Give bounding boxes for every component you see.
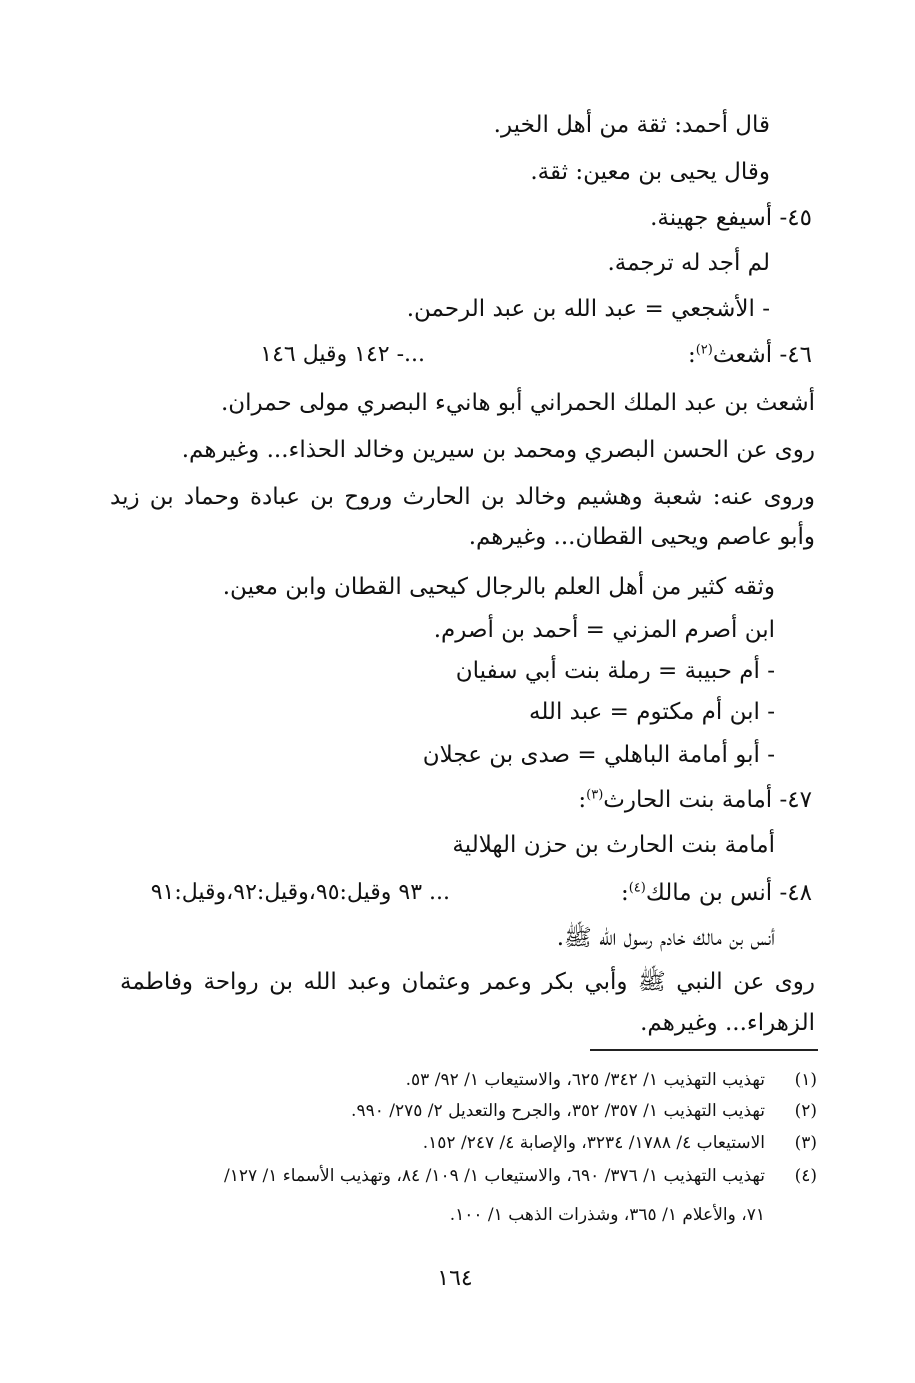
footnote-number: (١) — [794, 1070, 817, 1090]
cross-reference: - أم حبيبة = رملة بنت أبي سفيان — [455, 658, 775, 684]
entry-dates: ... ٩٣ وقيل:٩٥،وقيل:٩٢،وقيل:٩١ — [150, 880, 450, 905]
footnote-text: تهذيب التهذيب ١/ ٣٧٦/ ٦٩٠، والاستيعاب ١/ ١٠٩/ ٨٤، وتهذيب الأسماء ١/ ١٢٧/ — [223, 1166, 765, 1186]
cross-reference: ابن أصرم المزني = أحمد بن أصرم. — [433, 617, 775, 643]
entry-dates: ...- ١٤٢ وقيل ١٤٦ — [260, 342, 425, 367]
text-line: روى عن النبي ﷺ وأبي بكر وعمر وعثمان وعبد الله بن رواحة وفاطمة — [120, 969, 815, 995]
text-line: الزهراء... وغيرهم. — [640, 1010, 815, 1036]
footnote-number: (٤) — [794, 1166, 817, 1186]
entry-heading-47 — [578, 785, 812, 815]
text-line: لم أجد له ترجمة. — [607, 250, 770, 276]
entry-title: ٤٦- أشعث — [712, 342, 812, 368]
entry-heading-45: ٤٥- أسيفع جهينة. — [650, 205, 812, 231]
text-line: وأبو عاصم ويحيى القطان... وغيرهم. — [468, 524, 815, 550]
footnote-ref: (٣) — [586, 787, 604, 803]
footnote-continuation: ٧١، والأعلام ١/ ٣٦٥، وشذرات الذهب ١/ ١٠٠. — [449, 1205, 765, 1225]
text-line: روى عن الحسن البصري ومحمد بن سيرين وخالد الحذاء... وغيرهم. — [181, 437, 815, 463]
text-line: قال أحمد: ثقة من أهل الخير. — [493, 112, 770, 138]
entry-heading-48 — [621, 878, 812, 908]
cross-reference: - الأشجعي = عبد الله بن عبد الرحمن. — [406, 296, 770, 322]
footnote-text: تهذيب التهذيب ١/ ٣٥٧/ ٣٥٢، والجرح والتعديل ٢/ ٢٧٥/ ٩٩٠. — [351, 1101, 765, 1121]
footnote-ref: (٤) — [628, 880, 646, 896]
cross-reference: - ابن أم مكتوم = عبد الله — [528, 699, 775, 725]
text-line: أنس بن مالك خادم رسول الله ﷺ. — [556, 925, 775, 951]
text-line: وثقه كثير من أهل العلم بالرجال كيحيى القطان وابن معين. — [222, 574, 775, 600]
page-number: ١٦٤ — [437, 1266, 473, 1291]
footnote-text: تهذيب التهذيب ١/ ٣٤٢/ ٦٢٥، والاستيعاب ١/ ٩٢/ ٥٣. — [405, 1070, 765, 1090]
footnote-number: (٣) — [794, 1133, 817, 1153]
entry-heading-46 — [688, 340, 812, 370]
cross-reference: - أبو أمامة الباهلي = صدى بن عجلان — [422, 742, 775, 768]
text-line: وقال يحيى بن معين: ثقة. — [530, 159, 770, 185]
entry-title: ٤٧- أمامة بنت الحارث — [603, 787, 812, 813]
footnote-separator — [590, 1049, 818, 1051]
entry-title: ٤٨- أنس بن مالك — [645, 880, 812, 906]
text-line: وروى عنه: شعبة وهشيم وخالد بن الحارث وروح بن عبادة وحماد بن زيد — [110, 484, 815, 510]
footnote-number: (٢) — [794, 1101, 817, 1121]
footnote-text: الاستيعاب ٤/ ١٧٨٨/ ٣٢٣٤، والإصابة ٤/ ٢٤٧/ ١٥٢. — [422, 1133, 765, 1153]
text-line: أمامة بنت الحارث بن حزن الهلالية — [452, 832, 775, 858]
footnote-ref: (٢) — [695, 342, 713, 358]
colon: : — [687, 342, 696, 368]
text-line: أشعث بن عبد الملك الحمراني أبو هانيء البصري مولى حمران. — [220, 390, 815, 416]
colon: : — [620, 880, 629, 906]
colon: : — [578, 787, 587, 813]
